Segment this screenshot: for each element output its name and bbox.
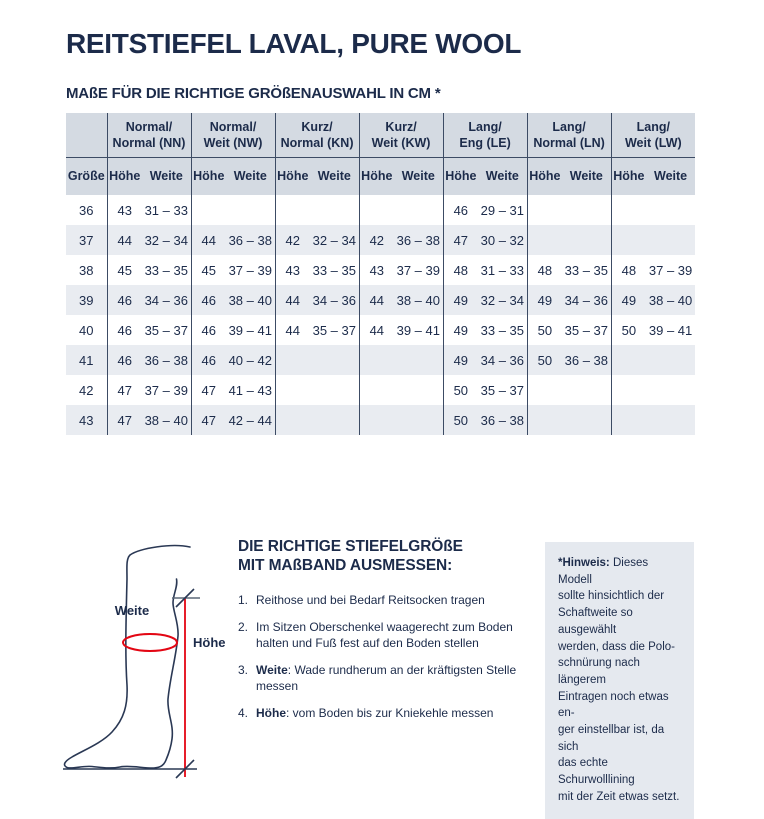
group-header-row — [66, 113, 695, 157]
weite-cell: 33 – 35 — [312, 262, 356, 278]
width-measure-ellipse — [123, 634, 177, 651]
hoehe-cell: 46 — [107, 315, 142, 345]
step-number: 3. — [238, 662, 249, 677]
size-cell: 43 — [66, 405, 107, 435]
weite-cell: 30 – 32 — [478, 225, 527, 255]
weite-cell: 34 – 36 — [310, 285, 359, 315]
hoehe-cell — [359, 375, 394, 405]
hoehe-cell: 50 — [611, 315, 646, 345]
hoehe-cell: 49 — [527, 285, 562, 315]
weite-cell: 36 – 38 — [562, 345, 611, 375]
hoehe-cell: 43 — [107, 195, 142, 225]
weite-cell — [646, 195, 695, 225]
hoehe-column-header: Höhe — [275, 157, 310, 195]
weite-cell: 29 – 31 — [480, 202, 524, 218]
hoehe-cell: 44 — [191, 225, 226, 255]
measure-heading-line1: DIE RICHTIGE STIEFELGRÖßE — [238, 538, 463, 555]
weite-cell — [310, 345, 359, 375]
step-item — [238, 619, 530, 652]
hoehe-cell: 44 — [359, 285, 394, 315]
weite-cell — [562, 405, 611, 435]
weite-cell: 36 – 38 — [394, 225, 443, 255]
step-text: Weite: Wade rundherum an der kräftigsten Stelle messen — [256, 662, 517, 693]
weite-cell: 39 – 41 — [396, 322, 440, 338]
weite-cell: 36 – 38 — [478, 405, 527, 435]
hoehe-cell: 46 — [443, 195, 478, 225]
weite-column-header: Weite — [226, 157, 275, 195]
weite-cell: 37 – 39 — [396, 262, 440, 278]
weite-cell: 37 – 39 — [648, 262, 693, 278]
weite-cell — [562, 225, 611, 255]
step-number: 4. — [238, 705, 249, 720]
hoehe-cell — [611, 405, 646, 435]
column-group-header: Lang/ Eng (LE) — [443, 113, 527, 157]
hoehe-cell: 42 — [275, 225, 310, 255]
hoehe-cell: 50 — [527, 315, 562, 345]
weite-cell: 42 – 44 — [226, 405, 275, 435]
hoehe-cell — [275, 375, 310, 405]
weite-cell — [562, 195, 611, 225]
weite-cell: 37 – 39 — [144, 382, 188, 398]
hoehe-cell — [611, 225, 646, 255]
weite-cell: 31 – 33 — [144, 202, 188, 218]
hoehe-cell — [359, 345, 394, 375]
step-item — [238, 705, 530, 722]
hoehe-cell — [191, 195, 226, 225]
weite-cell — [310, 405, 359, 435]
note-box — [545, 542, 694, 819]
size-row-43 — [66, 405, 695, 435]
size-cell: 41 — [66, 345, 107, 375]
weite-cell — [646, 375, 695, 405]
size-table — [66, 113, 695, 435]
weite-cell: 38 – 40 — [142, 405, 191, 435]
hoehe-column-header: Höhe — [191, 157, 226, 195]
hoehe-cell — [275, 405, 310, 435]
weite-cell — [394, 345, 443, 375]
hoehe-cell: 46 — [107, 285, 142, 315]
weite-column-header: Weite — [394, 157, 443, 195]
height-label: Höhe — [193, 635, 226, 650]
column-group-header: Kurz/ Weit (KW) — [359, 113, 443, 157]
size-row-37 — [66, 225, 695, 255]
hoehe-cell: 47 — [443, 225, 478, 255]
size-cell: 42 — [79, 382, 94, 398]
weite-cell — [646, 345, 695, 375]
hoehe-cell: 43 — [359, 255, 394, 285]
weite-cell: 31 – 33 — [480, 262, 524, 278]
note-text: *Hinweis: Dieses Modell sollte hinsichtlich der Schaftweite so ausgewählt werden, dass die Polo- schnürung nach längerem Eintragen noch etwas en- ger einstellbar ist, da sich das echte Schurwolllining mit der Zeit etwas setzt. — [558, 557, 680, 803]
weite-cell — [394, 375, 443, 405]
size-row-42 — [66, 375, 695, 405]
weite-cell: 35 – 37 — [564, 322, 609, 338]
weite-cell: 40 – 42 — [226, 345, 275, 375]
step-item — [238, 662, 530, 695]
hoehe-cell: 45 — [107, 255, 142, 285]
weite-cell — [394, 195, 443, 225]
column-group-header: Normal/ Normal (NN) — [107, 113, 191, 157]
size-cell: 36 — [79, 202, 94, 218]
hoehe-cell: 50 — [443, 405, 478, 435]
sub-header-row — [66, 157, 695, 195]
weite-cell — [310, 195, 359, 225]
hoehe-cell — [527, 225, 562, 255]
hoehe-cell: 46 — [191, 345, 226, 375]
size-row-38 — [66, 255, 695, 285]
step-text: Reithose und bei Bedarf Reitsocken tragen — [256, 593, 485, 607]
weite-column-header: Weite — [142, 157, 191, 195]
hoehe-cell: 50 — [527, 345, 562, 375]
size-cell: 40 — [79, 322, 94, 338]
hoehe-cell — [611, 195, 646, 225]
weite-cell — [310, 375, 359, 405]
hoehe-column-header: Höhe — [611, 157, 646, 195]
hoehe-cell — [359, 405, 394, 435]
weite-cell — [562, 375, 611, 405]
weite-cell: 38 – 40 — [646, 285, 695, 315]
step-keyword: Höhe — [256, 705, 286, 720]
size-row-39 — [66, 285, 695, 315]
hoehe-cell: 46 — [191, 285, 226, 315]
size-table-body — [66, 195, 695, 435]
hoehe-column-header: Höhe — [443, 157, 478, 195]
size-cell: 38 — [79, 262, 94, 278]
weite-cell: 39 – 41 — [228, 322, 272, 338]
weite-cell: 34 – 36 — [142, 285, 191, 315]
size-column-header: Größe — [66, 157, 107, 195]
weite-cell: 35 – 37 — [480, 382, 524, 398]
measure-steps-list — [238, 592, 530, 731]
column-group-header: Kurz/ Normal (KN) — [275, 113, 359, 157]
hoehe-cell: 42 — [359, 225, 394, 255]
weite-cell — [226, 195, 275, 225]
weite-cell — [394, 405, 443, 435]
size-row-36 — [66, 195, 695, 225]
hoehe-cell — [275, 345, 310, 375]
hoehe-cell: 46 — [191, 315, 226, 345]
hoehe-cell: 47 — [191, 375, 226, 405]
weite-cell: 35 – 37 — [312, 322, 356, 338]
hoehe-cell: 49 — [443, 315, 478, 345]
step-text: Im Sitzen Oberschenkel waagerecht zum Boden halten und Fuß fest auf den Boden stellen — [256, 619, 513, 650]
weite-cell — [646, 405, 695, 435]
hoehe-cell — [527, 405, 562, 435]
weite-cell: 41 – 43 — [228, 382, 272, 398]
weite-cell: 37 – 39 — [228, 262, 272, 278]
weite-column-header: Weite — [310, 157, 359, 195]
weite-cell: 33 – 35 — [480, 322, 524, 338]
hoehe-cell — [359, 195, 394, 225]
hoehe-cell: 49 — [443, 345, 478, 375]
hoehe-cell — [275, 195, 310, 225]
column-group-header: Lang/ Normal (LN) — [527, 113, 611, 157]
measure-heading-line2: MIT MAßBAND AUSMESSEN: — [238, 557, 453, 574]
hoehe-cell — [611, 345, 646, 375]
weite-cell: 36 – 38 — [142, 345, 191, 375]
weite-column-header: Weite — [646, 157, 695, 195]
boot-measuring-diagram — [60, 535, 235, 787]
hoehe-cell: 44 — [275, 315, 310, 345]
hoehe-cell: 44 — [107, 225, 142, 255]
weite-cell: 32 – 34 — [478, 285, 527, 315]
hoehe-cell: 47 — [191, 405, 226, 435]
size-cell: 39 — [66, 285, 107, 315]
weite-cell — [646, 225, 695, 255]
hoehe-column-header: Höhe — [107, 157, 142, 195]
step-keyword: Weite — [256, 662, 288, 677]
hoehe-cell: 47 — [107, 375, 142, 405]
hoehe-cell: 48 — [443, 255, 478, 285]
column-group-header: Lang/ Weit (LW) — [611, 113, 695, 157]
weite-cell: 33 – 35 — [564, 262, 609, 278]
hoehe-cell: 46 — [107, 345, 142, 375]
weite-cell: 38 – 40 — [394, 285, 443, 315]
step-number: 2. — [238, 619, 249, 634]
hoehe-cell: 44 — [275, 285, 310, 315]
size-cell: 37 — [66, 225, 107, 255]
weite-cell: 32 – 34 — [310, 225, 359, 255]
hoehe-cell: 48 — [527, 255, 562, 285]
size-row-40 — [66, 315, 695, 345]
hoehe-cell: 49 — [443, 285, 478, 315]
hoehe-cell: 48 — [611, 255, 646, 285]
step-item — [238, 592, 530, 609]
page-subtitle: MAßE FÜR DIE RICHTIGE GRÖßENAUSWAHL IN CM * — [66, 85, 441, 102]
measure-heading — [238, 537, 463, 575]
hoehe-column-header: Höhe — [359, 157, 394, 195]
size-table-head — [66, 113, 695, 195]
width-label: Weite — [114, 603, 150, 618]
note-bold-label: *Hinweis: — [558, 557, 610, 569]
weite-cell: 35 – 37 — [144, 322, 188, 338]
weite-cell: 38 – 40 — [226, 285, 275, 315]
leg-outline — [65, 546, 190, 768]
hoehe-cell: 47 — [107, 405, 142, 435]
weite-cell: 34 – 36 — [562, 285, 611, 315]
step-text: Höhe: vom Boden bis zur Kniekehle messen — [256, 705, 494, 720]
weite-cell: 36 – 38 — [226, 225, 275, 255]
hoehe-cell: 45 — [191, 255, 226, 285]
hoehe-cell: 44 — [359, 315, 394, 345]
hoehe-cell: 49 — [611, 285, 646, 315]
weite-column-header: Weite — [478, 157, 527, 195]
hoehe-cell — [527, 195, 562, 225]
hoehe-column-header: Höhe — [527, 157, 562, 195]
column-group-header: Normal/ Weit (NW) — [191, 113, 275, 157]
size-row-41 — [66, 345, 695, 375]
hoehe-cell: 43 — [275, 255, 310, 285]
hoehe-cell: 50 — [443, 375, 478, 405]
hoehe-cell — [527, 375, 562, 405]
corner-cell — [66, 113, 107, 157]
step-number: 1. — [238, 593, 249, 607]
weite-cell: 33 – 35 — [144, 262, 188, 278]
weite-cell: 39 – 41 — [648, 322, 693, 338]
hoehe-cell — [611, 375, 646, 405]
weite-column-header: Weite — [562, 157, 611, 195]
page-title: REITSTIEFEL LAVAL, PURE WOOL — [66, 28, 522, 59]
weite-cell: 34 – 36 — [478, 345, 527, 375]
weite-cell: 32 – 34 — [142, 225, 191, 255]
